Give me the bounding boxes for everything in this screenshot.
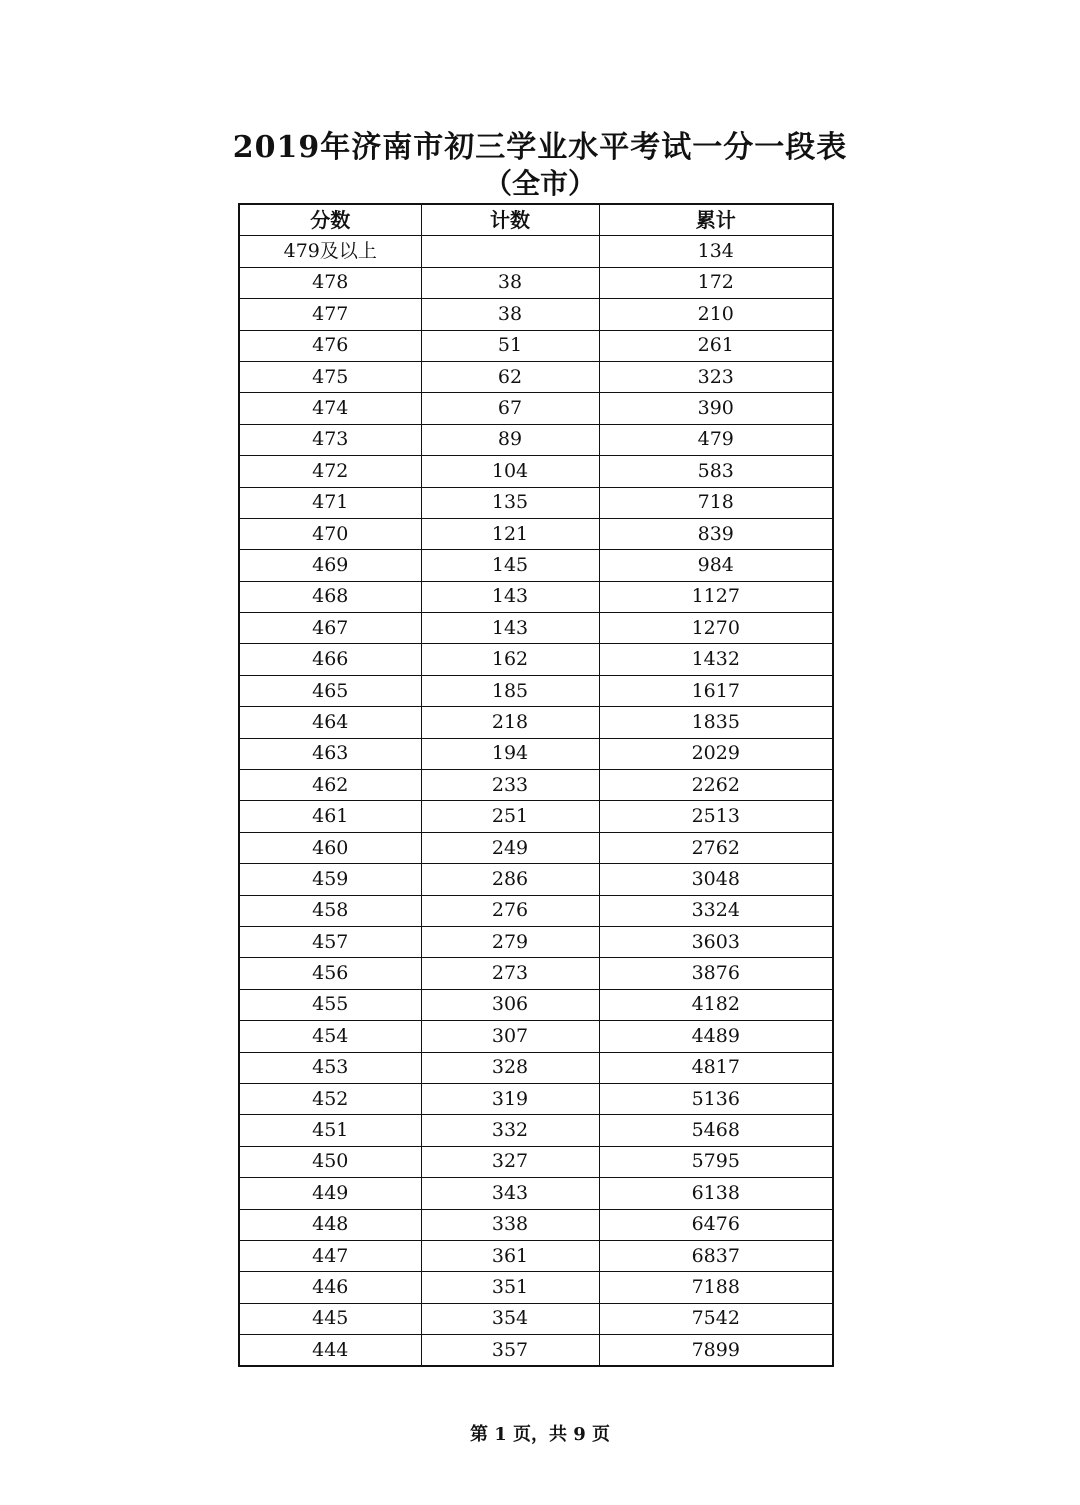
cell-score: 465	[239, 675, 421, 706]
cell-score: 476	[239, 330, 421, 361]
cell-score: 470	[239, 518, 421, 549]
table-row	[239, 926, 833, 957]
cell-score: 458	[239, 895, 421, 926]
cell-count: 286	[421, 864, 599, 895]
document-subtitle: （全市）	[483, 167, 596, 200]
cell-count: 328	[421, 1052, 599, 1083]
cell-count: 143	[421, 613, 599, 644]
cell-score: 479及以上	[239, 236, 421, 267]
cell-cumulative: 390	[599, 393, 833, 424]
cell-score: 464	[239, 707, 421, 738]
table-row	[239, 958, 833, 989]
cell-score: 447	[239, 1240, 421, 1271]
cell-cumulative: 479	[599, 424, 833, 455]
cell-count: 361	[421, 1240, 599, 1271]
cell-count: 67	[421, 393, 599, 424]
cell-count: 357	[421, 1335, 599, 1367]
cell-cumulative: 1617	[599, 675, 833, 706]
cell-score: 454	[239, 1021, 421, 1052]
cell-cumulative: 4817	[599, 1052, 833, 1083]
cell-count: 162	[421, 644, 599, 675]
cell-count	[421, 236, 599, 267]
cell-score: 473	[239, 424, 421, 455]
cell-count: 307	[421, 1021, 599, 1052]
table-row	[239, 613, 833, 644]
cell-score: 467	[239, 613, 421, 644]
table-row	[239, 675, 833, 706]
table-row	[239, 1021, 833, 1052]
cell-score: 462	[239, 770, 421, 801]
table-row	[239, 864, 833, 895]
cell-score: 461	[239, 801, 421, 832]
table-header-row	[239, 204, 833, 236]
cell-cumulative: 5795	[599, 1146, 833, 1177]
cell-count: 38	[421, 299, 599, 330]
cell-count: 306	[421, 989, 599, 1020]
cell-score: 477	[239, 299, 421, 330]
cell-count: 343	[421, 1178, 599, 1209]
table-row	[239, 581, 833, 612]
table-row	[239, 989, 833, 1020]
table-row	[239, 361, 833, 392]
cell-score: 445	[239, 1303, 421, 1334]
cell-score: 450	[239, 1146, 421, 1177]
cell-count: 332	[421, 1115, 599, 1146]
header-cumulative: 累计	[599, 204, 833, 236]
cell-cumulative: 1432	[599, 644, 833, 675]
table-row	[239, 1272, 833, 1303]
cell-score: 471	[239, 487, 421, 518]
cell-cumulative: 134	[599, 236, 833, 267]
cell-count: 38	[421, 267, 599, 298]
cell-score: 472	[239, 456, 421, 487]
table-row	[239, 707, 833, 738]
cell-score: 459	[239, 864, 421, 895]
cell-cumulative: 5468	[599, 1115, 833, 1146]
table-row	[239, 895, 833, 926]
table-row	[239, 1052, 833, 1083]
cell-count: 194	[421, 738, 599, 769]
document-title: 2019年济南市初三学业水平考试一分一段表	[232, 130, 848, 165]
table-row	[239, 644, 833, 675]
cell-count: 351	[421, 1272, 599, 1303]
cell-cumulative: 1835	[599, 707, 833, 738]
cell-count: 279	[421, 926, 599, 957]
cell-score: 478	[239, 267, 421, 298]
header-score: 分数	[239, 204, 421, 236]
cell-cumulative: 5136	[599, 1083, 833, 1114]
cell-cumulative: 3048	[599, 864, 833, 895]
cell-score: 474	[239, 393, 421, 424]
cell-score: 453	[239, 1052, 421, 1083]
cell-count: 104	[421, 456, 599, 487]
cell-count: 354	[421, 1303, 599, 1334]
cell-count: 249	[421, 832, 599, 863]
table-row	[239, 1335, 833, 1367]
page-footer: 第 1 页，共 9 页	[469, 1424, 611, 1445]
cell-count: 89	[421, 424, 599, 455]
cell-cumulative: 210	[599, 299, 833, 330]
table-row	[239, 299, 833, 330]
cell-cumulative: 7899	[599, 1335, 833, 1367]
cell-cumulative: 3876	[599, 958, 833, 989]
table-row	[239, 1178, 833, 1209]
cell-count: 218	[421, 707, 599, 738]
table-row	[239, 267, 833, 298]
cell-cumulative: 2029	[599, 738, 833, 769]
cell-count: 135	[421, 487, 599, 518]
cell-score: 460	[239, 832, 421, 863]
cell-score: 452	[239, 1083, 421, 1114]
table-row	[239, 330, 833, 361]
cell-score: 444	[239, 1335, 421, 1367]
table-row	[239, 393, 833, 424]
score-distribution-table	[238, 203, 834, 1367]
cell-cumulative: 839	[599, 518, 833, 549]
table-row	[239, 1083, 833, 1114]
cell-cumulative: 6837	[599, 1240, 833, 1271]
cell-score: 469	[239, 550, 421, 581]
cell-cumulative: 3603	[599, 926, 833, 957]
cell-count: 51	[421, 330, 599, 361]
table-row	[239, 801, 833, 832]
cell-cumulative: 3324	[599, 895, 833, 926]
table-row	[239, 770, 833, 801]
cell-score: 456	[239, 958, 421, 989]
table-row	[239, 1146, 833, 1177]
cell-score: 466	[239, 644, 421, 675]
cell-cumulative: 2513	[599, 801, 833, 832]
table-row	[239, 738, 833, 769]
table-row	[239, 1115, 833, 1146]
table-row	[239, 456, 833, 487]
cell-count: 319	[421, 1083, 599, 1114]
cell-count: 276	[421, 895, 599, 926]
cell-cumulative: 261	[599, 330, 833, 361]
table-row	[239, 236, 833, 267]
cell-cumulative: 6138	[599, 1178, 833, 1209]
cell-score: 446	[239, 1272, 421, 1303]
cell-cumulative: 4489	[599, 1021, 833, 1052]
table-row	[239, 487, 833, 518]
cell-cumulative: 1127	[599, 581, 833, 612]
cell-score: 448	[239, 1209, 421, 1240]
cell-score: 449	[239, 1178, 421, 1209]
cell-cumulative: 6476	[599, 1209, 833, 1240]
cell-score: 463	[239, 738, 421, 769]
table-row	[239, 1209, 833, 1240]
cell-count: 185	[421, 675, 599, 706]
header-count: 计数	[421, 204, 599, 236]
cell-cumulative: 718	[599, 487, 833, 518]
cell-cumulative: 4182	[599, 989, 833, 1020]
cell-cumulative: 7542	[599, 1303, 833, 1334]
cell-count: 121	[421, 518, 599, 549]
cell-cumulative: 7188	[599, 1272, 833, 1303]
table-row	[239, 1303, 833, 1334]
cell-cumulative: 172	[599, 267, 833, 298]
cell-count: 62	[421, 361, 599, 392]
table-row	[239, 518, 833, 549]
cell-count: 251	[421, 801, 599, 832]
table-body	[239, 236, 833, 1367]
cell-score: 468	[239, 581, 421, 612]
cell-score: 455	[239, 989, 421, 1020]
cell-cumulative: 323	[599, 361, 833, 392]
cell-count: 327	[421, 1146, 599, 1177]
cell-count: 338	[421, 1209, 599, 1240]
table-row	[239, 1240, 833, 1271]
table-row	[239, 424, 833, 455]
table-row	[239, 550, 833, 581]
cell-score: 475	[239, 361, 421, 392]
cell-count: 145	[421, 550, 599, 581]
cell-cumulative: 2762	[599, 832, 833, 863]
cell-cumulative: 2262	[599, 770, 833, 801]
cell-cumulative: 984	[599, 550, 833, 581]
table-row	[239, 832, 833, 863]
cell-cumulative: 583	[599, 456, 833, 487]
cell-count: 273	[421, 958, 599, 989]
cell-count: 233	[421, 770, 599, 801]
cell-count: 143	[421, 581, 599, 612]
cell-score: 451	[239, 1115, 421, 1146]
cell-score: 457	[239, 926, 421, 957]
cell-cumulative: 1270	[599, 613, 833, 644]
